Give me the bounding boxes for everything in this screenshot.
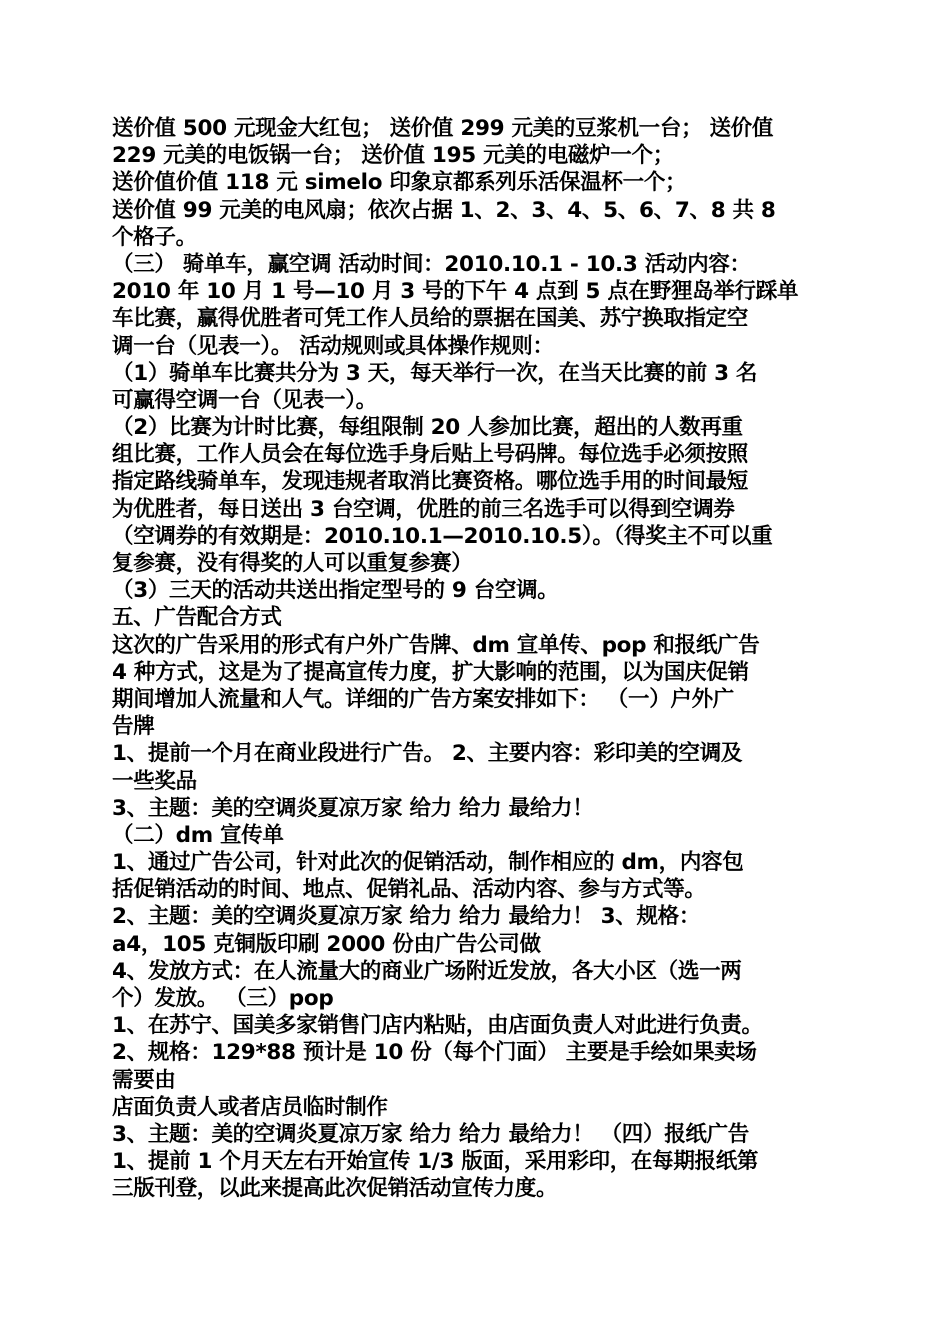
text-line: 3、主题：美的空调炎夏凉万家 给力 给力 最给力！ （四）报纸广告 (112, 1121, 750, 1147)
text-line: 1、提前 1 个月天左右开始宣传 1/3 版面，采用彩印，在每期报纸第 (112, 1149, 759, 1175)
text-line: 个）发放。 （三）pop (112, 986, 334, 1011)
text-line: 需要由 (112, 1067, 176, 1093)
text-line: 2、规格：129*88 预计是 10 份（每个门面） 主要是手绘如果卖场 (112, 1040, 757, 1066)
text-line: 调一台（见表一）。 活动规则或具体操作规则： (112, 333, 554, 359)
text-line: 告牌 (112, 714, 155, 740)
text-line: 4 种方式，这是为了提高宣传力度，扩大影响的范围，以为国庆促销 (112, 659, 749, 685)
text-line: （3）三天的活动共送出指定型号的 9 台空调。 (112, 578, 559, 604)
text-line: 1、通过广告公司，针对此次的促销活动，制作相应的 dm，内容包 (112, 850, 744, 876)
text-line: 一些奖品 (112, 768, 197, 794)
text-line: 3、主题：美的空调炎夏凉万家 给力 给力 最给力！ (112, 795, 594, 821)
text-line: （1）骑单车比赛共分为 3 天，每天举行一次，在当天比赛的前 3 名 (112, 360, 758, 386)
text-line: 组比赛，工作人员会在每位选手身后贴上号码牌。每位选手必须按照 (112, 442, 749, 468)
text-line: 可赢得空调一台（见表一）。 (112, 387, 377, 413)
text-line: 送价值 99 元美的电风扇；依次占据 1、2、3、4、5、6、7、8 共 8 (112, 197, 776, 223)
text-line: 送价值 500 元现金大红包； 送价值 299 元美的豆浆机一台； 送价值 (112, 116, 774, 141)
text-line: 为优胜者，每日送出 3 台空调，优胜的前三名选手可以得到空调券 (112, 496, 735, 522)
text-line: 送价值价值 118 元 simelo 印象京都系列乐活保温杯一个； (112, 170, 687, 196)
text-line: 1、在苏宁、国美多家销售门店内粘贴，由店面负责人对此进行负责。 (112, 1013, 763, 1039)
text-line: 三版刊登，以此来提高此次促销活动宣传力度。 (112, 1176, 558, 1202)
text-line: 指定路线骑单车，发现违规者取消比赛资格。哪位选手用的时间最短 (112, 469, 749, 495)
document-body (112, 115, 852, 1203)
text-line: （二）dm 宣传单 (112, 822, 284, 848)
text-line: 复参赛，没有得奖的人可以重复参赛） (112, 551, 473, 576)
text-line: 车比赛，赢得优胜者可凭工作人员给的票据在国美、苏宁换取指定空 (112, 306, 749, 332)
text-line: 4、发放方式：在人流量大的商业广场附近发放，各大小区（选一两 (112, 958, 742, 984)
text-line: 括促销活动的时间、地点、促销礼品、活动内容、参与方式等。 (112, 877, 706, 903)
text-line: 个格子。 (112, 224, 197, 250)
text-line: 2、主题：美的空调炎夏凉万家 给力 给力 最给力！ 3、规格： (112, 904, 701, 930)
text-line: a4，105 克铜版印刷 2000 份由广告公司做 (112, 931, 541, 957)
text-line: （三） 骑单车，赢空调 活动时间：2010.10.1 - 10.3 活动内容： (112, 251, 751, 277)
text-line: 229 元美的电饭锅一台； 送价值 195 元美的电磁炉一个； (112, 143, 674, 169)
text-line: （2）比赛为计时比赛，每组限制 20 人参加比赛，超出的人数再重 (112, 415, 743, 441)
text-line: 1、提前一个月在商业段进行广告。 2、主要内容：彩印美的空调及 (112, 741, 743, 767)
text-line: （空调券的有效期是：2010.10.1—2010.10.5）。（得奖主不可以重 (112, 523, 773, 549)
text-line: 五、广告配合方式 (112, 605, 282, 631)
text-line: 店面负责人或者店员临时制作 (112, 1094, 388, 1120)
text-line: 2010 年 10 月 1 号—10 月 3 号的下午 4 点到 5 点在野狸岛举行踩单 (112, 279, 799, 305)
text-line: 这次的广告采用的形式有户外广告牌、dm 宣单传、pop 和报纸广告 (112, 632, 760, 658)
text-line: 期间增加人流量和人气。详细的广告方案安排如下： （一）户外广 (112, 686, 734, 712)
